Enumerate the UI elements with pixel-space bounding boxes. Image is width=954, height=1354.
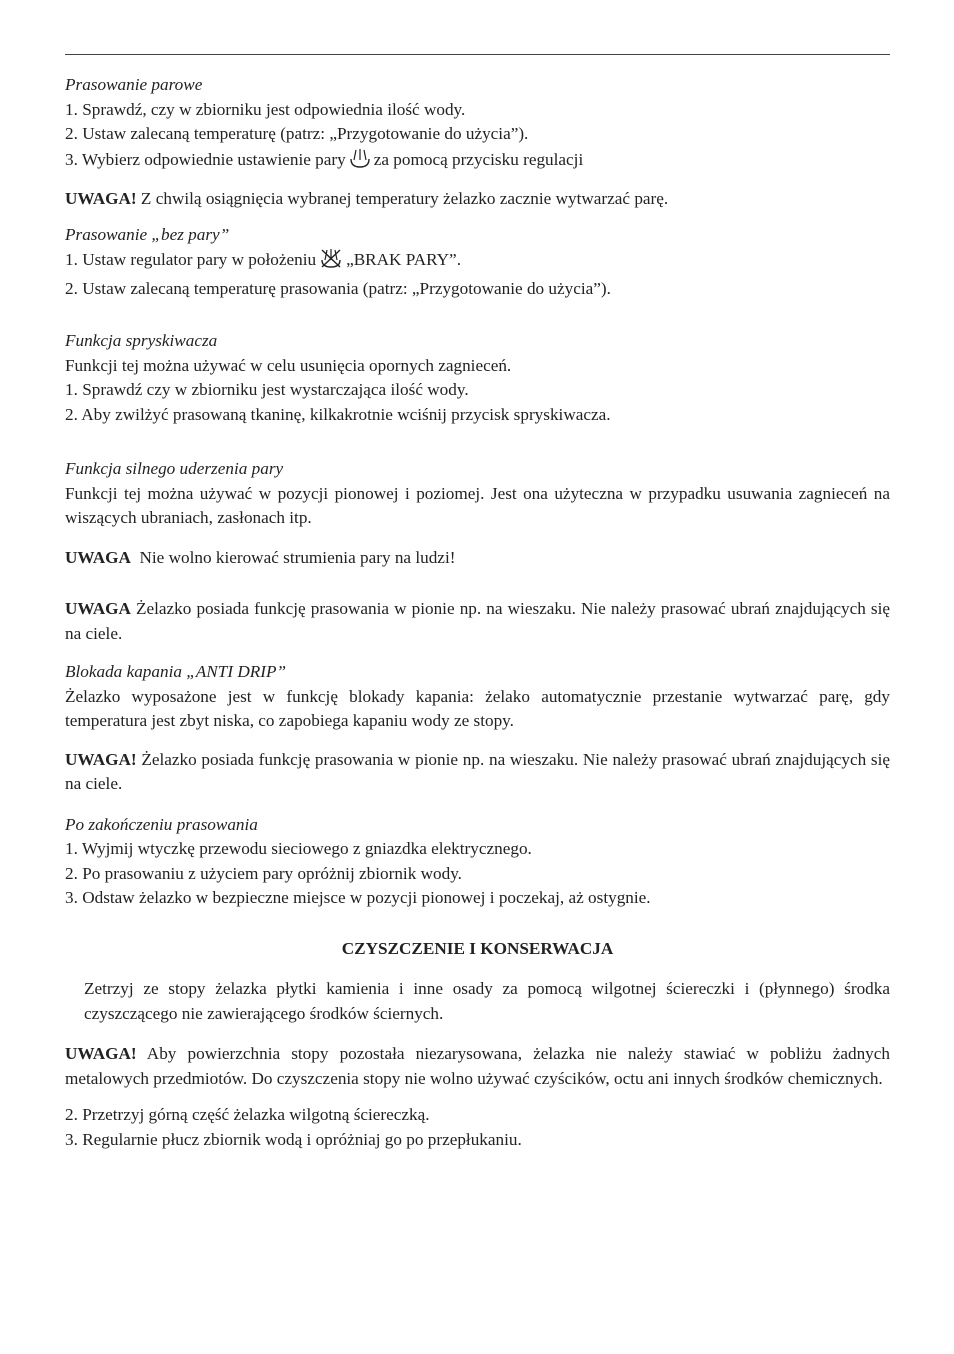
cleaning-heading: CZYSZCZENIE I KONSERWACJA bbox=[341, 938, 614, 958]
antidrip-text: Żelazko wyposażone jest w funkcję blokady kapania: żelako automatycznie przestanie wytwarzać parę, gdy temperatura jest zbyt niska, co zapobiega kapaniu wody ze stopy. bbox=[65, 686, 890, 730]
section-title-steam: Prasowanie parowe bbox=[65, 75, 203, 94]
after-step-1: 1. Wyjmij wtyczkę przewodu sieciowego z gniazdka elektrycznego. bbox=[65, 839, 532, 858]
note-5-label: UWAGA! bbox=[65, 1044, 137, 1063]
note-2 bbox=[65, 546, 890, 571]
cleaning-intro: Zetrzyj ze stopy żelazka płytki kamienia i inne osady za pomocą wilgotnej ściereczki i (płynnego) środka czyszczącego nie zawierającego środków ściernych. bbox=[84, 979, 890, 1023]
section-title-burst: Funkcja silnego uderzenia pary bbox=[65, 459, 284, 478]
cleaning-step-3: 3. Regularnie płucz zbiornik wodą i opróżniaj go po przepłukaniu. bbox=[65, 1129, 522, 1149]
note-2-text: Nie wolno kierować strumienia pary na ludzi! bbox=[130, 547, 456, 567]
section-title-spray: Funkcja spryskiwacza bbox=[65, 331, 218, 350]
after-step-2: 2. Po prasowaniu z użyciem pary opróżnij zbiornik wody. bbox=[65, 863, 462, 883]
note-5 bbox=[65, 1042, 890, 1091]
note-1-label: UWAGA! bbox=[65, 189, 137, 208]
no-steam-icon bbox=[319, 247, 343, 277]
section-title-antidrip: Blokada kapania „ANTI DRIP” bbox=[65, 662, 287, 681]
note-4-text: Żelazko posiada funkcję prasowania w pionie np. na wieszaku. Nie należy prasować ubrań znajdujących się na ciele. bbox=[65, 749, 890, 793]
note-5-text: Aby powierzchnia stopy pozostała niezarysowana, żelazka nie należy stawiać w pobliżu żadnych metalowych przedmiotów. Do czyszczenia stopy nie wolno używać czyścików, octu ani innych środków chemicznych. bbox=[65, 1044, 890, 1088]
steam-icon bbox=[349, 147, 371, 177]
manual-page bbox=[65, 73, 890, 1152]
note-2-label: UWAGA bbox=[65, 547, 131, 567]
cleaning-step-2: 2. Przetrzyj górną część żelazka wilgotną ściereczką. bbox=[65, 1105, 430, 1124]
steam-step-3-b: za pomocą przycisku regulacji bbox=[373, 149, 584, 169]
section-title-after: Po zakończeniu prasowania bbox=[65, 814, 258, 834]
spray-intro: Funkcji tej można używać w celu usunięcia opornych zagnieceń. bbox=[65, 355, 512, 375]
note-3-label: UWAGA bbox=[65, 599, 131, 618]
note-1-text: Z chwilą osiągnięcia wybranej temperatury żelazko zacznie wytwarzać parę. bbox=[136, 189, 669, 208]
steam-step-1: 1. Sprawdź, czy w zbiorniku jest odpowiednia ilość wody. bbox=[65, 99, 466, 119]
after-step-3: 3. Odstaw żelazko w bezpieczne miejsce w pozycji pionowej i poczekaj, aż ostygnie. bbox=[65, 888, 651, 907]
dry-step-2: 2. Ustaw zalecaną temperaturę prasowania (patrz: „Przygotowanie do użycia”). bbox=[65, 278, 611, 298]
burst-text: Funkcji tej można używać w pozycji pionowej i poziomej. Jest ona użyteczna w przypadku usuwania zagnieceń na wiszących ubraniach, zasłonach itp. bbox=[65, 483, 890, 527]
note-1 bbox=[65, 187, 890, 212]
note-4-label: UWAGA! bbox=[65, 749, 137, 769]
steam-step-3-a: 3. Wybierz odpowiednie ustawienie pary bbox=[65, 149, 346, 169]
dry-step-1-a: 1. Ustaw regulator pary w położeniu bbox=[65, 250, 317, 269]
header-rule bbox=[65, 54, 890, 55]
steam-step-2: 2. Ustaw zalecaną temperaturę (patrz: „Przygotowanie do użycia”). bbox=[65, 124, 529, 143]
note-3-text: Żelazko posiada funkcję prasowania w pionie np. na wieszaku. Nie należy prasować ubrań znajdujących się na ciele. bbox=[65, 599, 890, 643]
note-4 bbox=[65, 748, 890, 797]
steam-step-3 bbox=[65, 147, 890, 177]
dry-step-1-b: „BRAK PARY”. bbox=[346, 250, 461, 269]
section-title-dry: Prasowanie „bez pary” bbox=[65, 224, 230, 244]
note-3 bbox=[65, 597, 890, 646]
spray-step-2: 2. Aby zwilżyć prasowaną tkaninę, kilkakrotnie wciśnij przycisk spryskiwacza. bbox=[65, 404, 611, 424]
dry-step-1 bbox=[65, 247, 890, 277]
spray-step-1: 1. Sprawdź czy w zbiorniku jest wystarczająca ilość wody. bbox=[65, 380, 469, 399]
